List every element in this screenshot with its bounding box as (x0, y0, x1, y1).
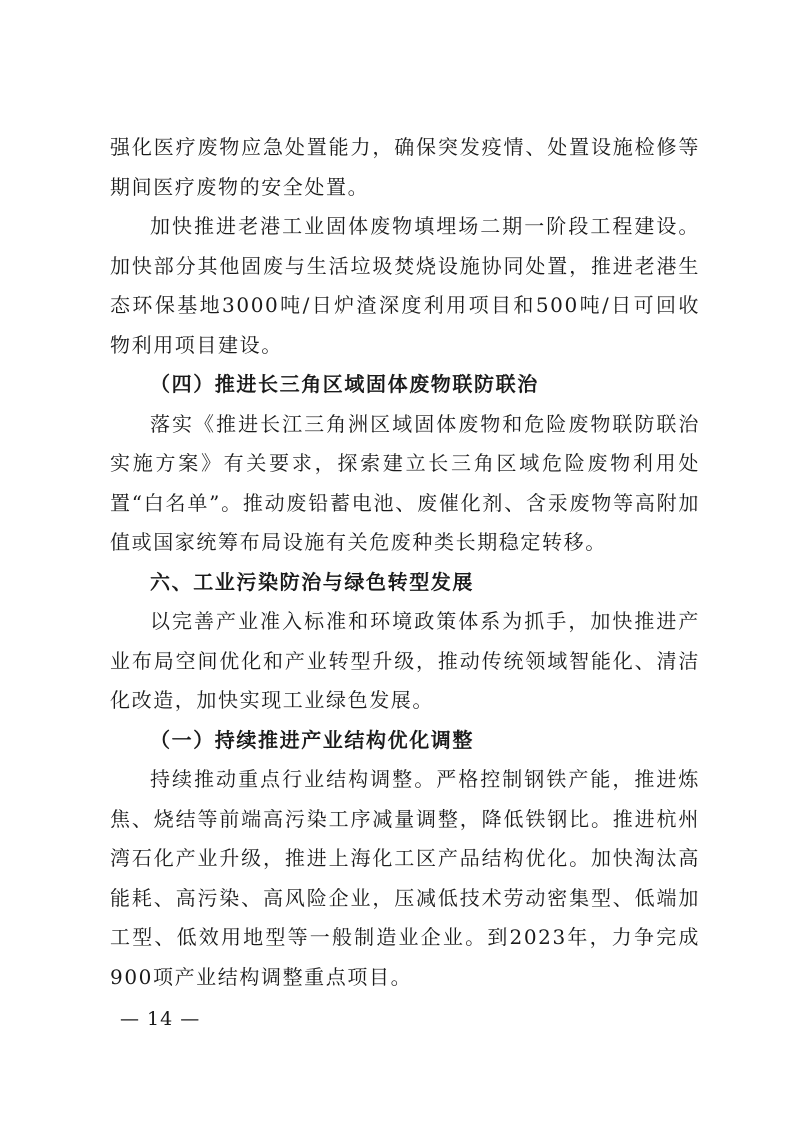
section-heading-industrial-pollution: 六、工业污染防治与绿色转型发展 (150, 569, 474, 594)
paragraph-industrial-intro: 以完善产业准入标准和环境政策体系为抓手，加快推进产业布局空间优化和产业转型升级，推动传统领域智能化、清洁化改造，加快实现工业绿色发展。 (110, 609, 700, 712)
paragraph-industry-adjustment: 持续推动重点行业结构调整。严格控制钢铁产能，推进炼焦、烧结等前端高污染工序减量调整，降低铁钢比。推进杭州湾石化产业升级，推进上海化工区产品结构优化。加快淘汰高能耗、高污染、高风险企业，压减低技术劳动密集型、低端加工型、低效用地型等一般制造业企业。到2023年，力争完成900项产业结构调整重点项目。 (110, 767, 700, 989)
page-number: — 14 — (120, 1008, 201, 1030)
subheading-yangtze-delta: （四）推进长三角区域固体废物联防联治 (150, 372, 539, 396)
paragraph-laogang-landfill: 加快推进老港工业固体废物填埋场二期一阶段工程建设。加快部分其他固废与生活垃圾焚烧设施协同处置，推进老港生态环保基地3000吨/日炉渣深度利用项目和500吨/日可回收物利用项目建设。 (110, 214, 700, 357)
document-body (110, 128, 700, 997)
paragraph-medical-waste: 强化医疗废物应急处置能力，确保突发疫情、处置设施检修等期间医疗废物的安全处置。 (110, 135, 700, 199)
subheading-industry-structure: （一）持续推进产业结构优化调整 (150, 727, 474, 752)
paragraph-joint-prevention: 落实《推进长江三角洲区域固体废物和危险废物联防联治实施方案》有关要求，探索建立长三角区域危险废物利用处置“白名单”。推动废铅蓄电池、废催化剂、含汞废物等高附加值或国家统筹布局设施有关危废种类长期稳定转移。 (110, 411, 700, 554)
